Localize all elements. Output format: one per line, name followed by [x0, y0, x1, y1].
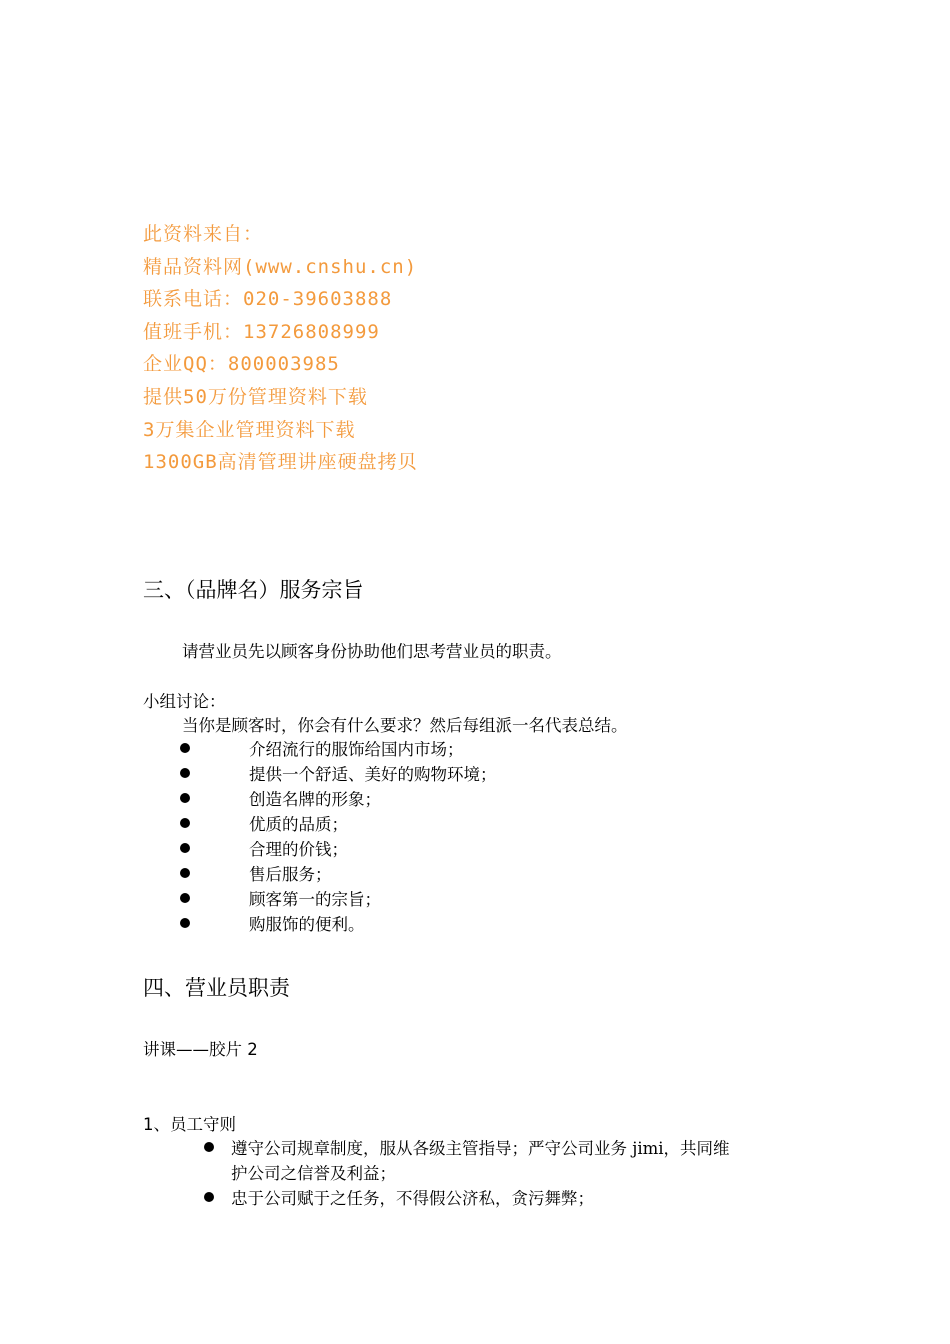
promo-line-offer-1: 提供50万份管理资料下载 — [143, 385, 368, 408]
bullet-icon — [180, 768, 190, 778]
promo-block — [143, 218, 418, 479]
bullet-icon — [180, 818, 190, 828]
list-item: 购服饰的便利。 — [249, 915, 365, 934]
bullet-icon — [204, 1192, 214, 1202]
bullet-icon — [180, 868, 190, 878]
bullet-icon — [180, 743, 190, 753]
promo-line-phone: 联系电话：020-39603888 — [143, 288, 393, 311]
employee-rules-title: 1、员工守则 — [143, 1115, 236, 1134]
list-item: 提供一个舒适、美好的购物环境； — [249, 765, 497, 784]
promo-line-source: 此资料来自： — [143, 223, 264, 245]
discussion-question: 当你是顾客时，你会有什么要求？然后每组派一名代表总结。 — [182, 716, 628, 735]
bullet-icon — [180, 843, 190, 853]
list-item: 创造名牌的形象； — [249, 790, 381, 809]
bullet-icon — [204, 1142, 214, 1152]
section3-title: 三、（品牌名）服务宗旨 — [143, 578, 364, 602]
bullet-icon — [180, 918, 190, 928]
section4-title: 四、营业员职责 — [143, 976, 290, 1000]
bullet-icon — [180, 793, 190, 803]
promo-line-website: 精品资料网(www.cnshu.cn) — [143, 255, 418, 278]
discussion-label: 小组讨论： — [143, 692, 226, 711]
list-item: 忠于公司赋于之任务，不得假公济私，贪污舞弊； — [231, 1189, 594, 1208]
bullet-icon — [180, 893, 190, 903]
list-item: 遵守公司规章制度，服从各级主管指导；严守公司业务 jimi，共同维 — [231, 1139, 730, 1158]
list-item: 顾客第一的宗旨； — [249, 890, 381, 909]
list-item: 优质的品质； — [249, 815, 348, 834]
promo-line-offer-2: 3万集企业管理资料下载 — [143, 418, 356, 441]
list-item: 合理的价钱； — [249, 840, 348, 859]
promo-line-mobile: 值班手机：13726808999 — [143, 320, 380, 343]
list-item: 售后服务； — [249, 865, 332, 884]
promo-line-offer-3: 1300GB高清管理讲座硬盘拷贝 — [143, 451, 418, 474]
promo-line-qq: 企业QQ：800003985 — [143, 353, 340, 376]
section3-intro: 请营业员先以顾客身份协助他们思考营业员的职责。 — [182, 642, 562, 661]
lecture-line: 讲课——胶片 2 — [143, 1040, 258, 1059]
list-item-continuation: 护公司之信誉及利益； — [231, 1164, 396, 1183]
list-item: 介绍流行的服饰给国内市场； — [249, 740, 464, 759]
